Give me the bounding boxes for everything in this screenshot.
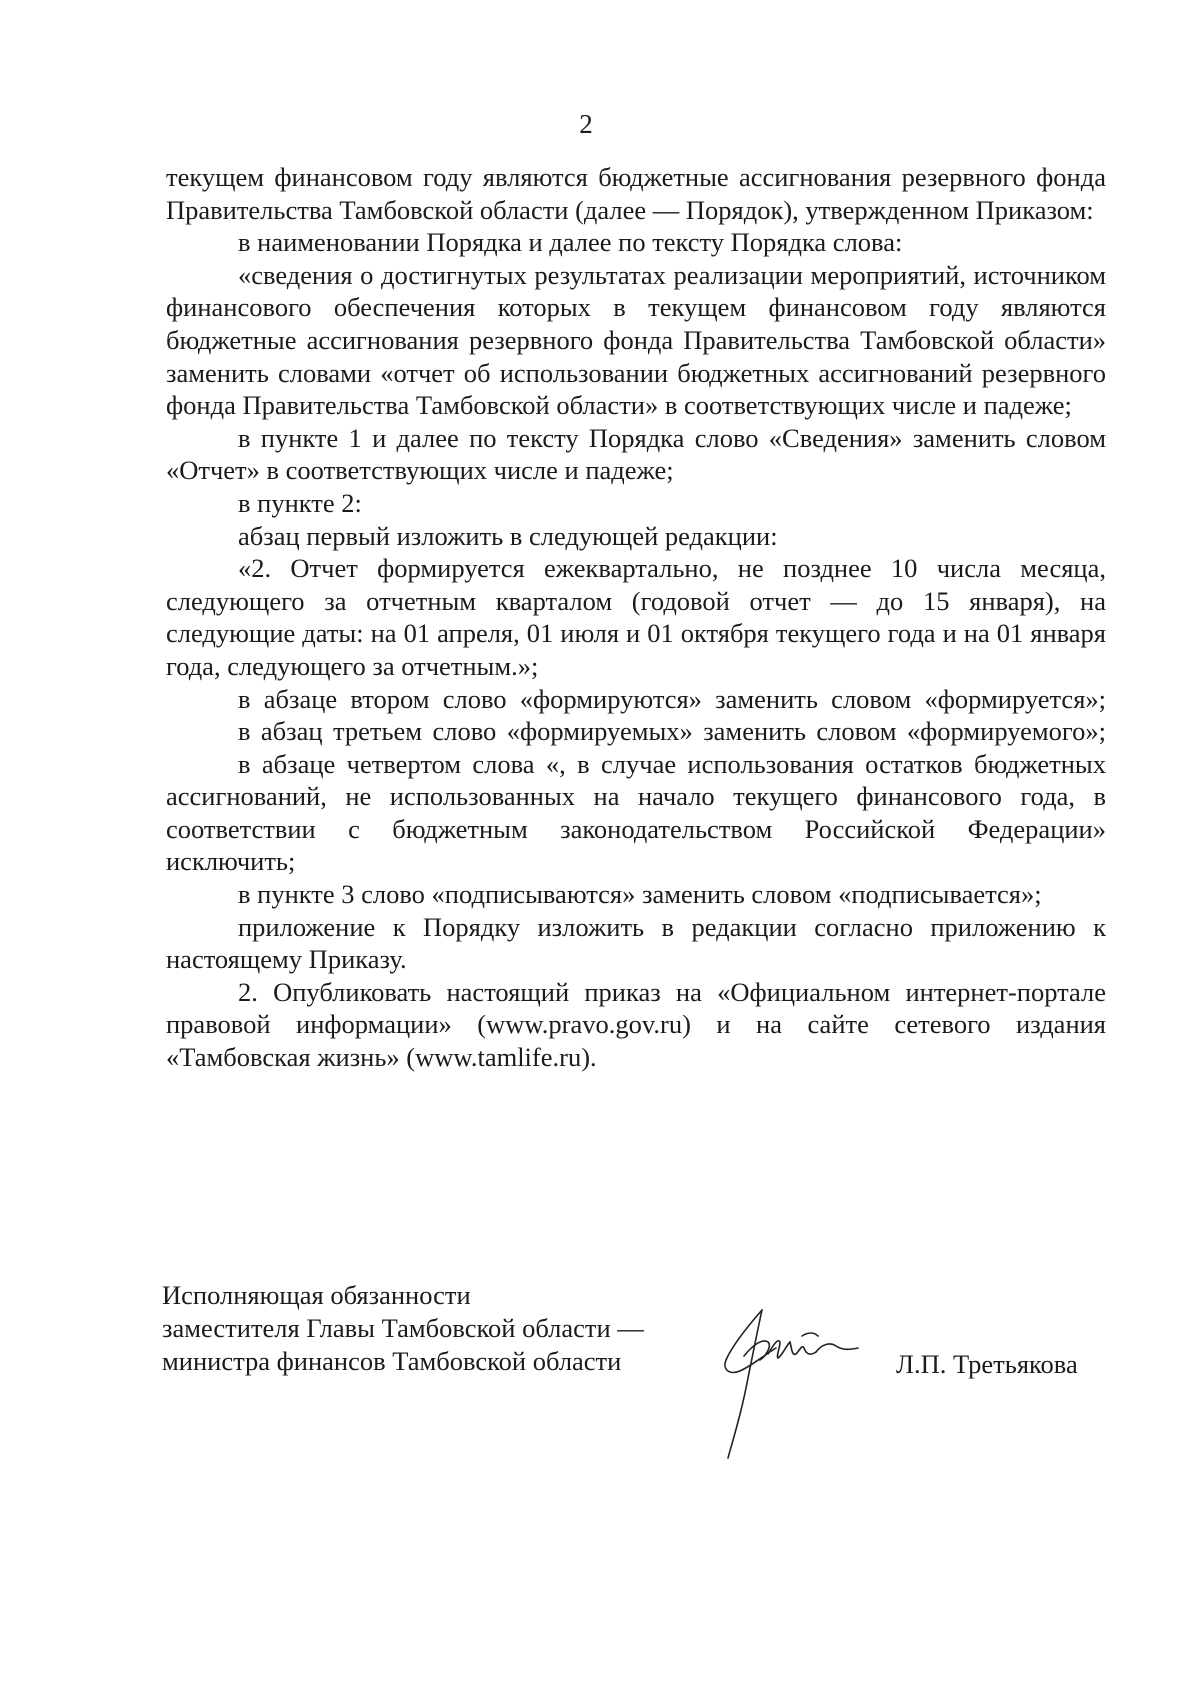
- paragraph-third-abzac: в абзац третьем слово «формируемых» заменить словом «формируемого»;: [238, 716, 1106, 747]
- paragraph-words-replacement: «сведения о достигнутых результатах реализации мероприятий, источником финансового обеспечения которых в текущем финансовом году являются бюджетные ассигнования резервного фонда Правительства Тамбовской области» заменить словами «отчет об использовании бюджетных ассигнований резервного фонда Правительства Тамбовской области» в соответствующих числе и падеже;: [166, 259, 1106, 421]
- paragraph-fourth-abzac: в абзаце четвертом слова «, в случае использования остатков бюджетных ассигнований, не использованных на начало текущего финансового года, в соответствии с бюджетным законодательством Российской Федерации» исключить;: [166, 748, 1106, 877]
- page-number: 2: [579, 109, 593, 139]
- paragraph-second-abzac: в абзаце втором слово «формируются» заменить словом «формируется»;: [238, 683, 1106, 714]
- position-line: министра финансов Тамбовской области: [162, 1346, 622, 1376]
- paragraph-point-2-heading: в пункте 2:: [238, 487, 362, 518]
- order-text: [166, 161, 1106, 1074]
- position-line: заместителя Главы Тамбовской области —: [162, 1313, 644, 1343]
- paragraph-continuation: текущем финансовом году являются бюджетные ассигнования резервного фонда Правительства Тамбовской области (далее — Порядок), утвержденном Приказом:: [166, 162, 1106, 225]
- signatory-name: Л.П. Третьякова: [896, 1349, 1078, 1379]
- paragraph-appendix: приложение к Порядку изложить в редакции согласно приложению к настоящему Приказу.: [166, 911, 1106, 975]
- signatory-position: [162, 1279, 644, 1378]
- paragraph-point-1: в пункте 1 и далее по тексту Порядка слово «Сведения» заменить словом «Отчет» в соответствующих числе и падеже;: [166, 422, 1106, 486]
- paragraph-point-3: в пункте 3 слово «подписываются» заменить словом «подписывается»;: [238, 879, 1042, 910]
- position-line: Исполняющая обязанности: [162, 1280, 471, 1310]
- paragraph-new-wording: «2. Отчет формируется ежеквартально, не позднее 10 числа месяца, следующего за отчетным кварталом (годовой отчет — до 15 января), на следующие даты: на 01 апреля, 01 июля и 01 октября текущего года и на 01 января года, следующего за отчетным.»;: [166, 553, 1106, 681]
- handwritten-signature: [718, 1298, 868, 1468]
- paragraph-name-change: в наименовании Порядка и далее по тексту Порядка слова:: [238, 227, 903, 258]
- paragraph-first-abzac: абзац первый изложить в следующей редакции:: [238, 520, 778, 551]
- paragraph-publish: 2. Опубликовать настоящий приказ на «Официальном интернет-портале правовой информации» (www.pravo.gov.ru) и на сайте сетевого издания «Тамбовская жизнь» (www.tamlife.ru).: [166, 976, 1106, 1073]
